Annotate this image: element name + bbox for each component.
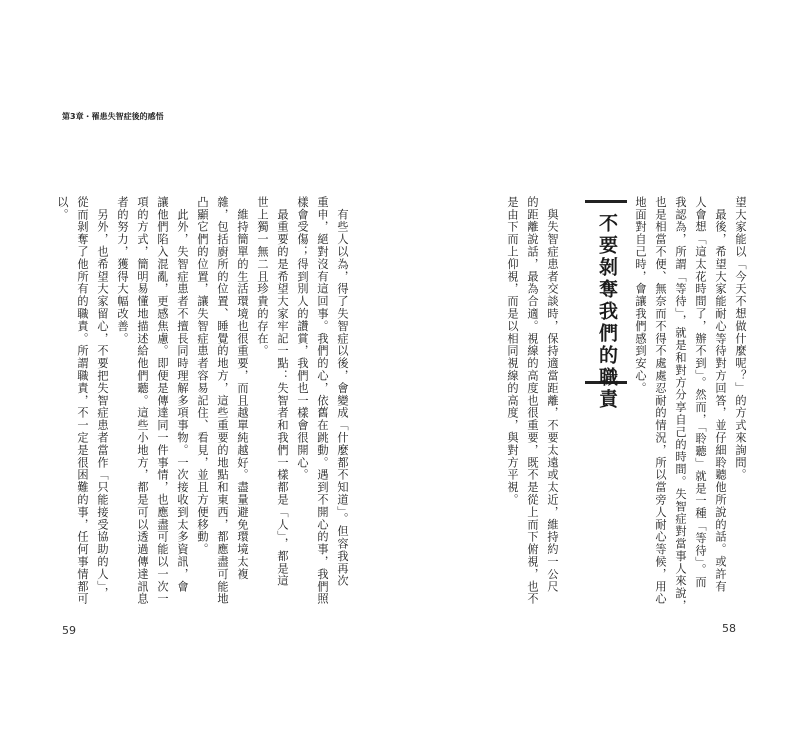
- text-column: 樣會受傷；得到別人的讚賞，我們也一樣會很開心。: [296, 196, 309, 482]
- text-column: 人會想「這太花時間了，辦不到」。然而，「聆聽」就是一種「等待」。而: [694, 196, 707, 589]
- text-column: 世上獨一無二且珍貴的存在。: [256, 196, 269, 358]
- page-number: 58: [722, 622, 736, 635]
- page-number: 59: [62, 624, 76, 637]
- text-column: 與失智症患者交談時，保持適當距離，不要太遠或太近，維持約一公尺: [546, 196, 559, 593]
- text-column: 讓他們陷入混亂，更感焦慮。即便是傳達同一件事情，也應盡可能以一次一: [156, 196, 169, 606]
- text-column: 是由下而上仰視，而是以相同視線的高度，與對方平視。: [506, 196, 519, 506]
- text-column: 此外，失智症患者不擅長同時理解多項事物。一次接收到太多資訊，會: [176, 196, 189, 593]
- text-column: 維持簡單的生活環境也很重要，而且越單純越好。盡量避免環境太複: [236, 196, 249, 581]
- text-column: 雜，包括廚所的位置、睡覺的地方，這些重要的地點和東西，都應盡可能地: [216, 196, 229, 606]
- text-column: 的距離說話，最為合適。視線的高度也很重要，既不是從上而下俯視，也不: [526, 196, 539, 606]
- text-column: 最重要的是希望大家牢記一點：失智者和我們一樣都是「人」，都是這: [276, 196, 289, 588]
- text-column: 也是相當不便、無奈而不得不處處忍耐的情況，所以當旁人耐心等候，用心: [654, 196, 667, 606]
- text-column: 有些人以為，得了失智症以後，會變成「什麼都不知道」。但容我再次: [336, 196, 349, 588]
- text-column: 凸顯它們的位置，讓失智症患者容易記住、看見，並且方便移動。: [196, 196, 209, 556]
- text-column: 項的方式，簡明易懂地描述給他們聽。這些小地方，都是可以透過傳達訊息: [136, 196, 149, 606]
- text-column: 重申，絕對沒有這回事。我們的心，依舊在跳動。遇到不開心的事，我們照: [316, 196, 329, 606]
- text-column: 另外，也希望大家留心，不要把失智症患者當作「只能接受協助的人」，: [96, 196, 109, 600]
- text-column: 我認為，所謂「等待」，就是和對方分享自己的時間。失智症對當事人來說，: [674, 196, 687, 612]
- text-column: 以。: [56, 196, 69, 221]
- section-heading: 不要剝奪我們的職責: [596, 213, 618, 411]
- section-heading-box: [585, 200, 627, 411]
- text-column: 地面對自己時，會讓我們感到安心。: [634, 196, 647, 395]
- text-column: 從而剝奪了他所有的職責。所謂職責，不一定是很困難的事，任何事情都可: [76, 196, 89, 606]
- text-column: 者的努力，獲得大幅改善。: [116, 196, 129, 345]
- text-column: 最後，希望大家能耐心等待對方回答，並仔細聆聽他所說的話。或許有: [714, 196, 727, 593]
- running-header: 第3章・罹患失智症後的感悟: [62, 112, 164, 121]
- text-column: 望大家能以「今天不想做什麼呢？」的方式來詢問。: [734, 196, 747, 482]
